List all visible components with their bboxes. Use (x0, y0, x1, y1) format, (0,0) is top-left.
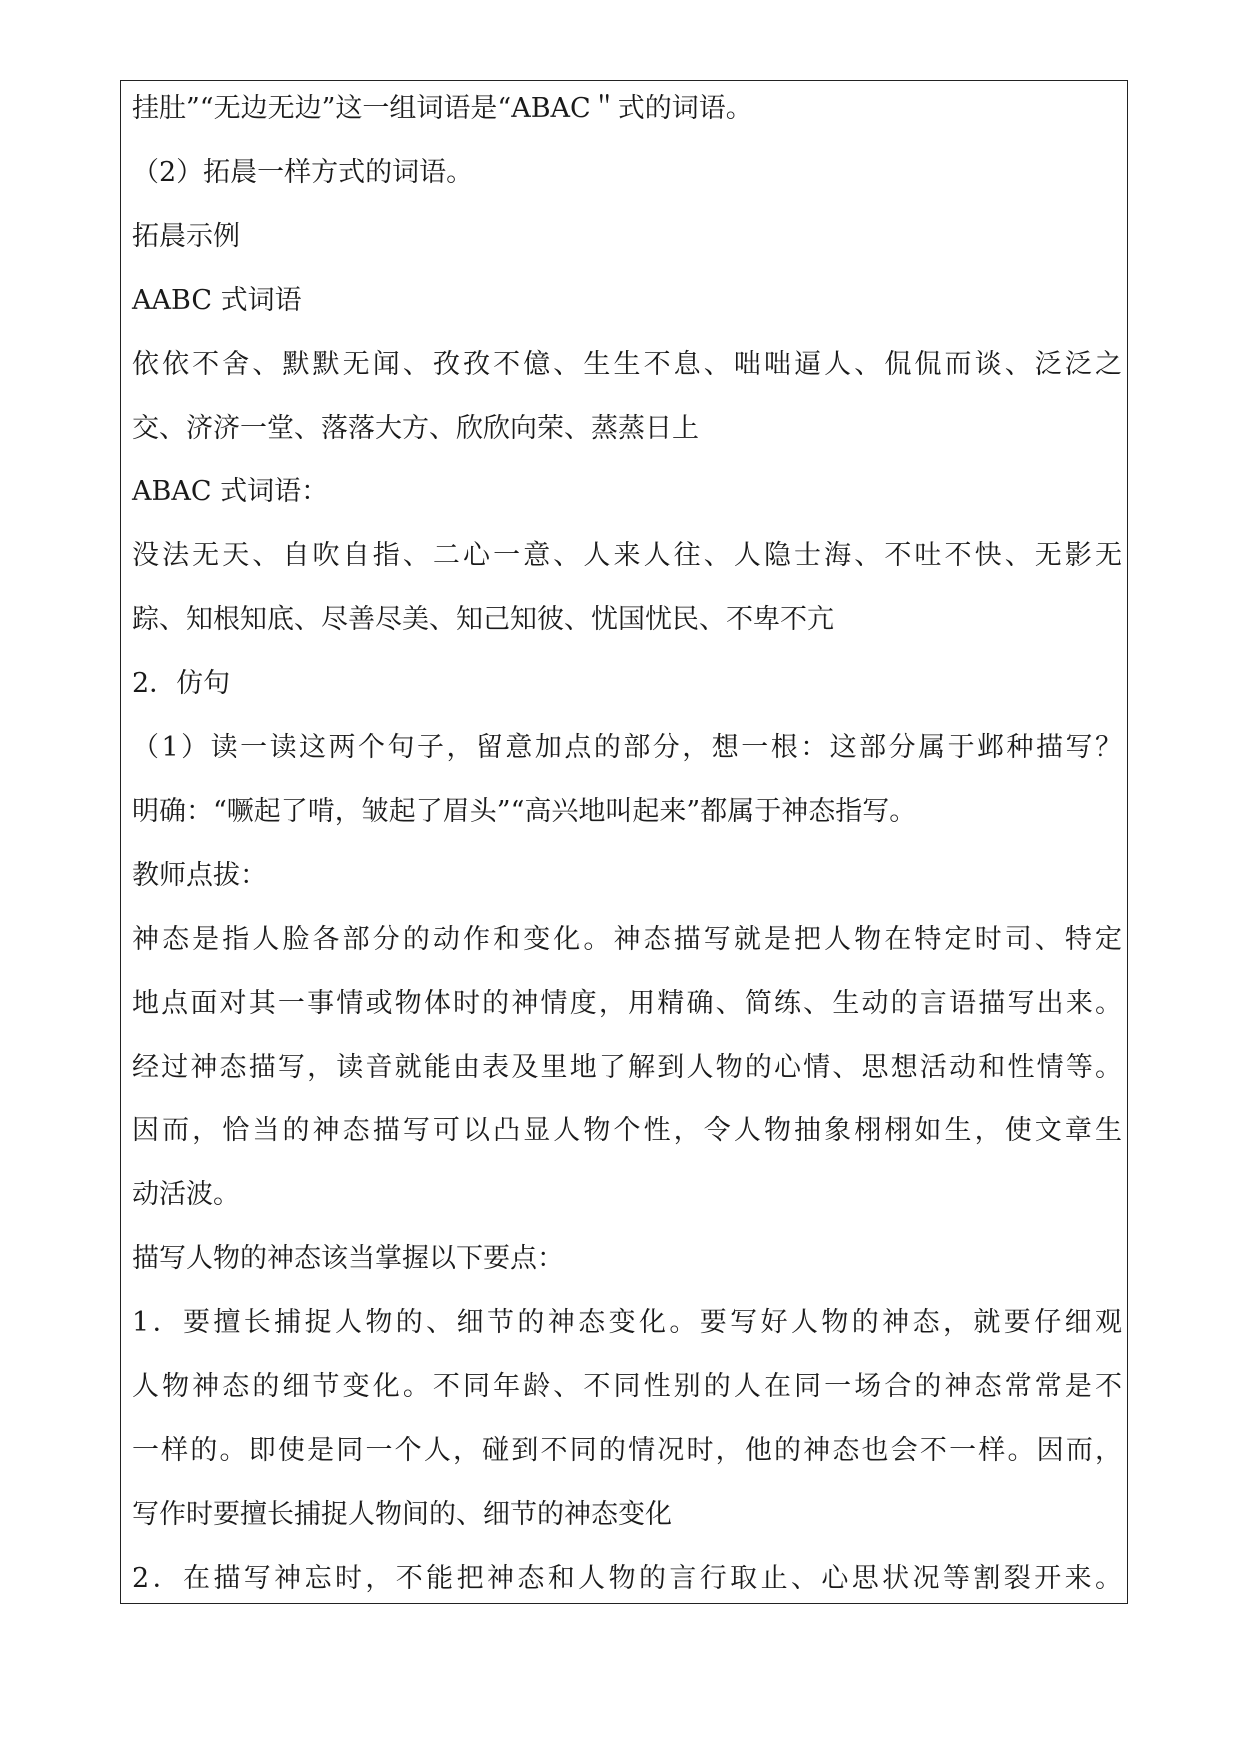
text-line: ABAC 式词语： (132, 476, 329, 508)
text-line: 明确：“噘起了啃，皱起了眉头”“高兴地叫起来”都属于神态指写。 (132, 795, 917, 827)
text-line: 1．要擅长捕捉人物的、细节的神态变化。要写好人物的神态，就要仔细观 (132, 1307, 1122, 1339)
text-line: 动活波。 (132, 1179, 240, 1211)
text-line: 一样的。即使是同一个人，碰到不同的情况时，他的神态也会不一样。因而， (132, 1434, 1122, 1466)
text-line: 依依不舍、默默无闻、孜孜不億、生生不息、咄咄逼人、侃侃而谈、泛泛之 (132, 348, 1122, 380)
text-line: 写作时要擅长捕捉人物间的、细节的神态变化 (132, 1498, 672, 1530)
text-line: 经过神态描写，读音就能由表及里地了解到人物的心情、思想活动和性情等。 (132, 1051, 1122, 1083)
text-line: AABC 式词语 (132, 284, 302, 316)
text-line: 描写人物的神态该当掌握以下要点： (132, 1243, 564, 1275)
text-line: 交、济济一堂、落落大方、欣欣向荣、蒸蒸日上 (132, 412, 699, 444)
text-line: 踪、知根知底、尽善尽美、知己知彼、忧国忧民、不卑不亢 (132, 604, 834, 636)
text-line: 教师点拔： (132, 859, 267, 891)
text-line: 挂肚”“无边无边”这一组词语是“ABAC＂式的词语。 (132, 93, 753, 124)
text-line: （2）拓晨一样方式的词语。 (132, 156, 474, 188)
text-line: 神态是指人脸各部分的动作和变化。神态描写就是把人物在特定时司、特定 (132, 923, 1122, 955)
text-line: 人物神态的细节变化。不同年龄、不同性别的人在同一场合的神态常常是不 (132, 1371, 1122, 1402)
text-line: 2．在描写神忘时，不能把神态和人物的言行取止、心思状况等割裂开来。 (132, 1562, 1122, 1594)
text-line: 地点面对其一事情或物体时的神情度，用精确、简练、生动的言语描写出来。 (132, 987, 1122, 1019)
text-line: 没法无天、自吹自指、二心一意、人来人往、人隐士海、不吐不快、无影无 (132, 540, 1122, 572)
text-line: 拓晨示例 (132, 220, 240, 252)
text-line: 因而，恰当的神态描写可以凸显人物个性，令人物抽象栩栩如生，使文章生 (132, 1115, 1122, 1147)
text-line: （1）读一读这两个句子，留意加点的部分，想一根：这部分属于邺种描写？ (132, 732, 1122, 763)
text-line: 2．仿句 (132, 668, 231, 700)
